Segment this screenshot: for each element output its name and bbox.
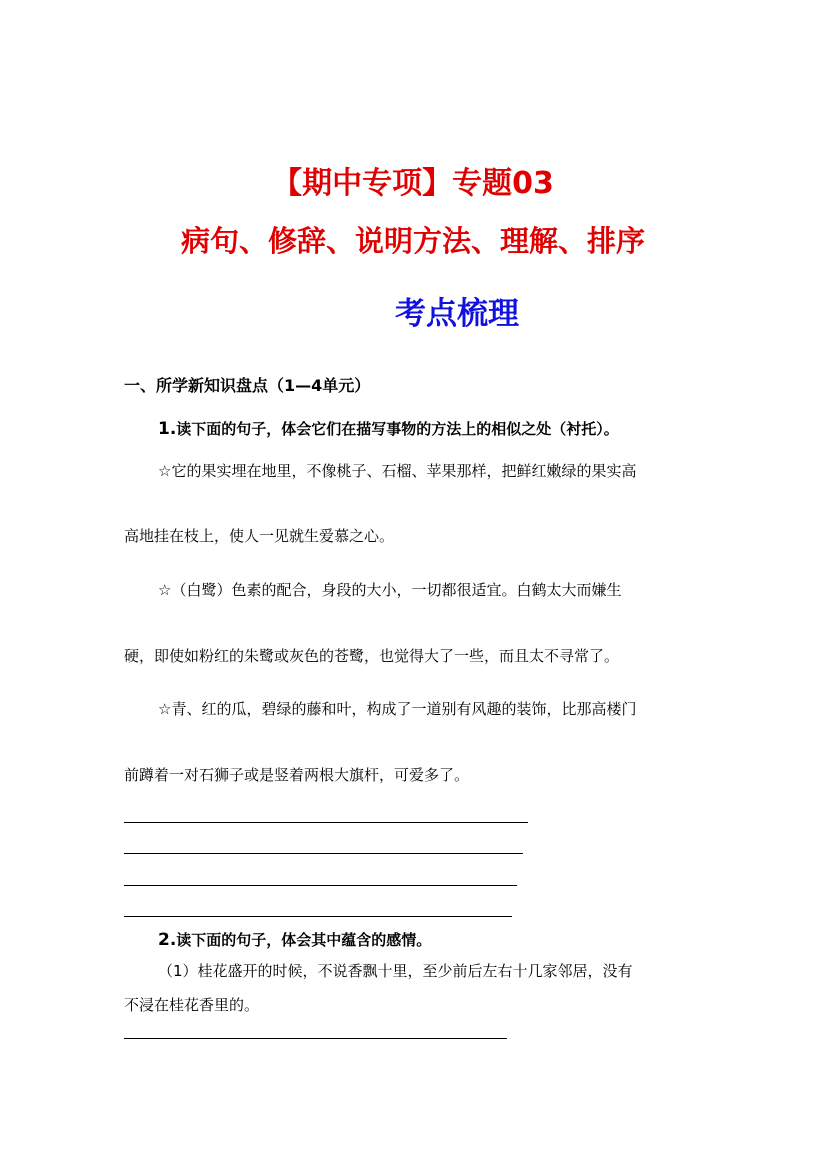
q1-item-1-line-2: 高地挂在枝上，使人一见就生爱慕之心。 xyxy=(124,527,395,545)
question-2-title xyxy=(158,929,431,950)
q1-item-1-line-1: ☆它的果实埋在地里，不像桃子、石榴、苹果那样，把鲜红嫩绿的果实高 xyxy=(158,462,637,480)
question-1-text: 读下面的句子，体会它们在描写事物的方法上的相似之处（衬托）。 xyxy=(176,420,619,438)
answer-line[interactable] xyxy=(124,1038,507,1039)
q2-item-1-line-1: （1）桂花盛开的时候，不说香飘十里，至少前后左右十几家邻居，没有 xyxy=(158,962,633,980)
answer-line[interactable] xyxy=(124,822,528,823)
q1-item-2-line-2: 硬，即使如粉红的朱鹭或灰色的苍鹭，也觉得大了一些，而且太不寻常了。 xyxy=(124,647,620,665)
question-2-text: 读下面的句子，体会其中蕴含的感情。 xyxy=(176,931,432,949)
question-1-title xyxy=(158,418,619,439)
q2-item-1-line-2: 不浸在桂花香里的。 xyxy=(124,996,260,1014)
section-heading: 一、所学新知识盘点（1—4单元） xyxy=(124,376,371,395)
title-line-3: 考点梳理 xyxy=(395,296,519,332)
answer-line[interactable] xyxy=(124,853,523,854)
title-line-1: 【期中专项】专题03 xyxy=(272,166,554,201)
q1-item-3-line-1: ☆青、红的瓜，碧绿的藤和叶，构成了一道别有风趣的装饰，比那高楼门 xyxy=(158,700,637,718)
title-line-2: 病句、修辞、说明方法、理解、排序 xyxy=(180,224,645,258)
q1-item-3-line-2: 前蹲着一对石狮子或是竖着两根大旗杆，可爱多了。 xyxy=(124,766,470,784)
answer-line[interactable] xyxy=(124,916,512,917)
answer-line[interactable] xyxy=(124,885,517,886)
question-2-number: 2. xyxy=(158,930,177,950)
question-1-number: 1. xyxy=(158,419,177,439)
q1-item-2-line-1: ☆（白鹭）色素的配合，身段的大小，一切都很适宜。白鹤太大而嫌生 xyxy=(158,581,622,599)
